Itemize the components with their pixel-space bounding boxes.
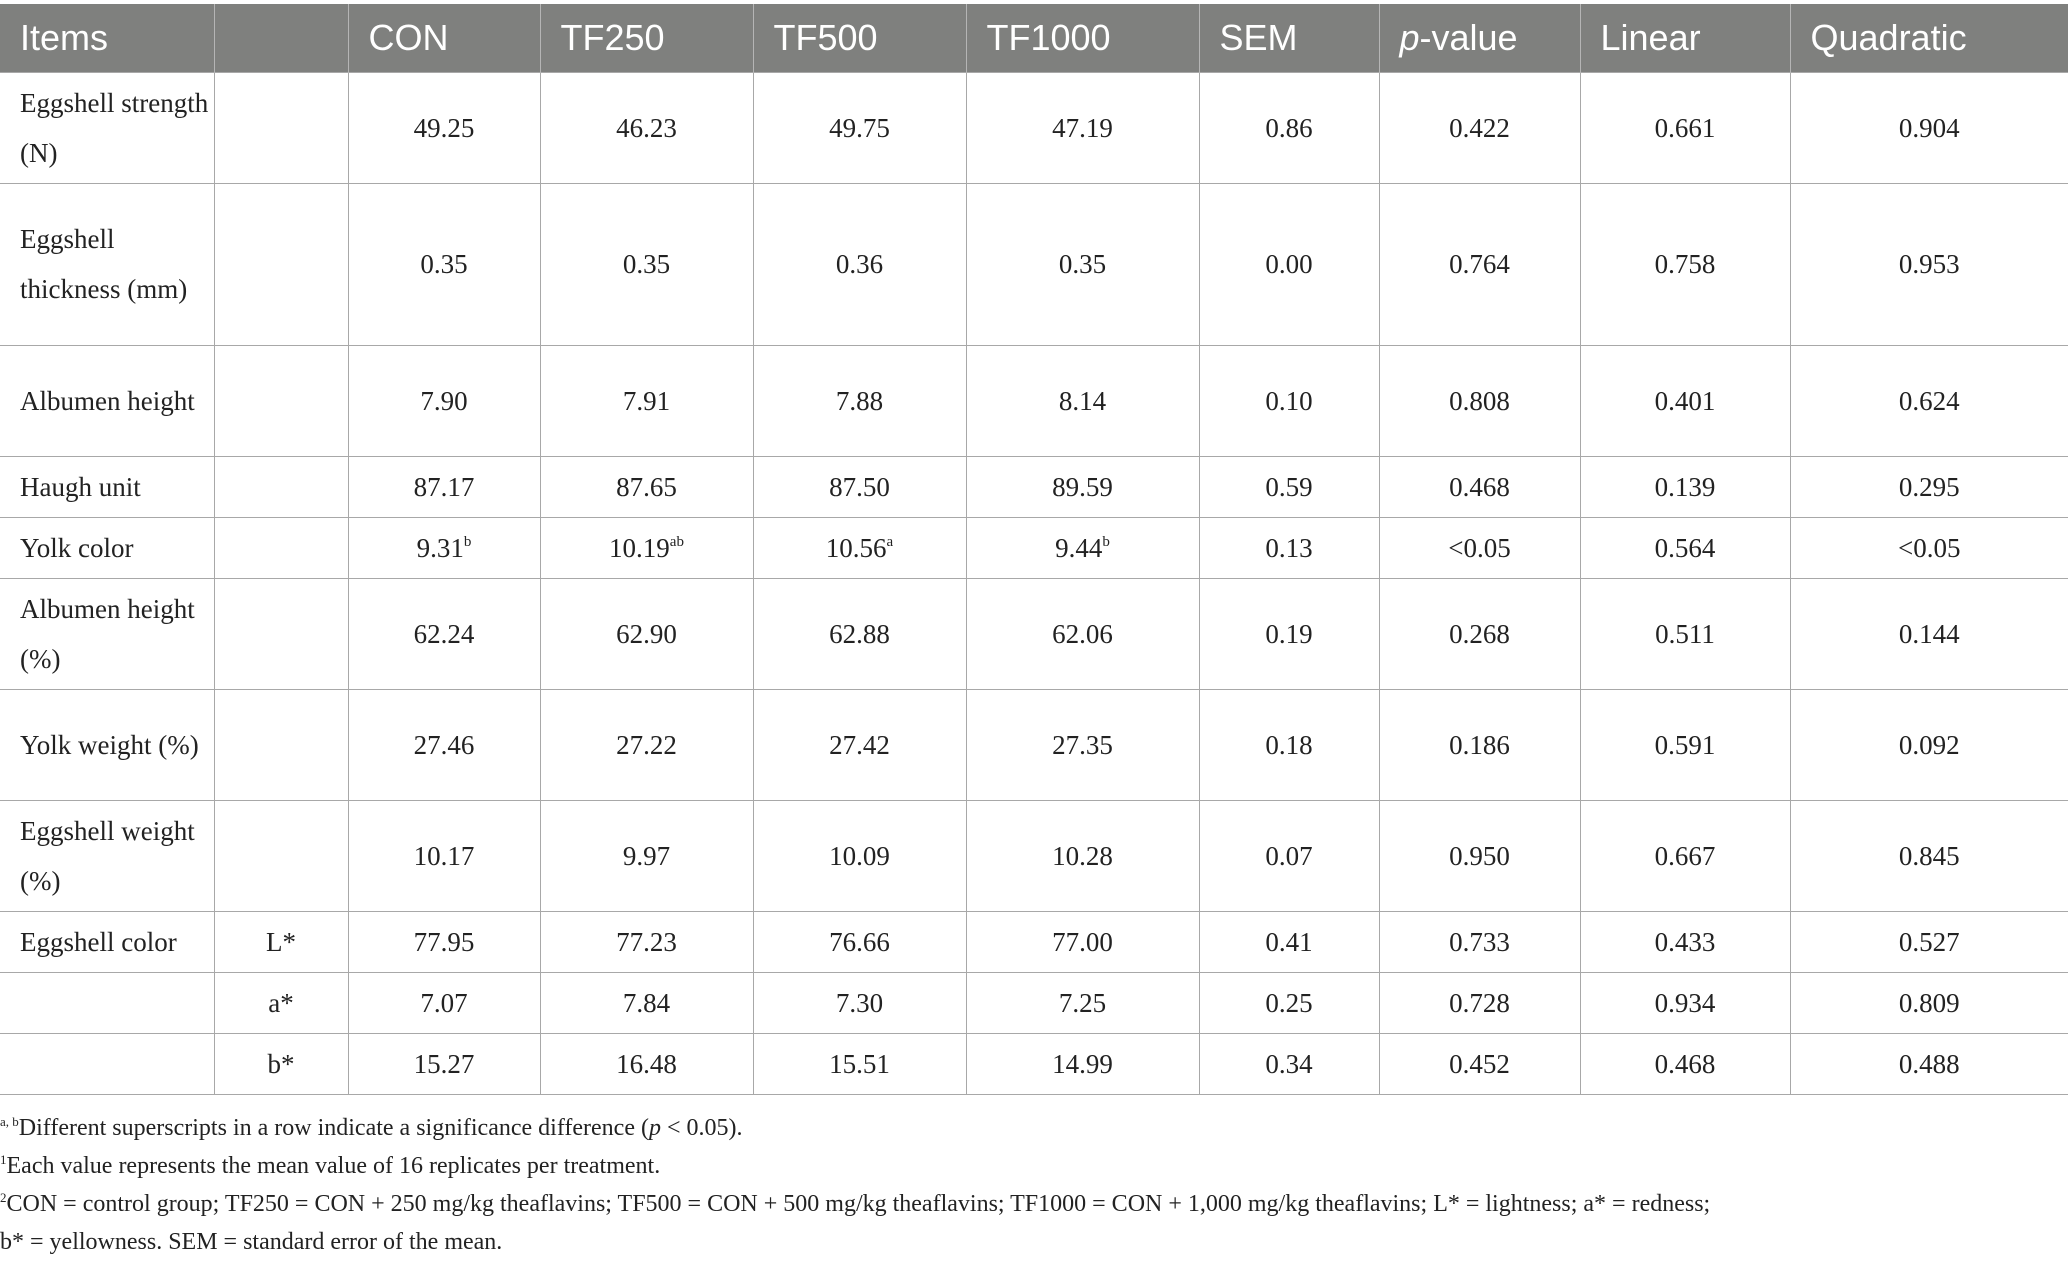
row-item-label (0, 1033, 214, 1094)
header-blank (214, 4, 348, 72)
cell-p-value: 0.808 (1379, 345, 1580, 456)
cell-con (348, 517, 540, 578)
cell-value: 87.50 (829, 471, 890, 502)
cell-value: 10.19 (609, 532, 670, 563)
cell-tf1000 (966, 800, 1199, 911)
cell-p-value: 0.733 (1379, 911, 1580, 972)
cell-value: 27.46 (413, 729, 475, 760)
row-item-label: Haugh unit (0, 456, 214, 517)
cell-tf250 (540, 578, 753, 689)
table-row (0, 578, 2068, 689)
cell-value: 9.97 (622, 840, 671, 871)
header-tf1000: TF1000 (966, 4, 1199, 72)
cell-con (348, 972, 540, 1033)
row-sub-label (214, 183, 348, 345)
cell-superscript: ab (669, 533, 684, 550)
row-item-label: Albumen height (0, 345, 214, 456)
cell-tf500 (753, 689, 966, 800)
footnote-sup: a, b (0, 1114, 19, 1129)
cell-quadratic: 0.624 (1790, 345, 2068, 456)
table-row (0, 972, 2068, 1033)
cell-tf500 (753, 1033, 966, 1094)
row-sub-label (214, 689, 348, 800)
cell-con (348, 578, 540, 689)
cell-tf250 (540, 911, 753, 972)
cell-value: 7.90 (420, 385, 468, 416)
cell-value: 62.88 (829, 618, 890, 649)
cell-tf500 (753, 183, 966, 345)
cell-tf500 (753, 800, 966, 911)
footnotes (0, 1109, 2068, 1261)
cell-con (348, 1033, 540, 1094)
footnote-text: Different superscripts in a row indicate a significance difference ( (18, 1115, 649, 1141)
table-body (0, 72, 2068, 1094)
cell-quadratic: 0.295 (1790, 456, 2068, 517)
cell-tf1000 (966, 72, 1199, 183)
cell-con (348, 800, 540, 911)
cell-value: 87.17 (413, 471, 475, 502)
row-sub-label (214, 578, 348, 689)
egg-quality-table (0, 4, 2068, 1095)
cell-tf1000 (966, 689, 1199, 800)
cell-value: 9.44 (1055, 532, 1103, 563)
cell-p-value: 0.452 (1379, 1033, 1580, 1094)
footnote-significance (0, 1109, 2068, 1147)
header-tf250: TF250 (540, 4, 753, 72)
cell-tf500 (753, 517, 966, 578)
table-row (0, 800, 2068, 911)
footnote-sup: 1 (0, 1152, 7, 1167)
table-row (0, 345, 2068, 456)
cell-sem: 0.00 (1199, 183, 1379, 345)
cell-value: 9.31 (416, 532, 464, 563)
cell-quadratic: 0.488 (1790, 1033, 2068, 1094)
cell-value: 76.66 (829, 926, 890, 957)
footnote-abbreviations-cont (0, 1223, 2068, 1261)
cell-quadratic: 0.809 (1790, 972, 2068, 1033)
cell-tf1000 (966, 972, 1199, 1033)
cell-linear: 0.661 (1580, 72, 1790, 183)
table-row (0, 689, 2068, 800)
cell-p-value: 0.764 (1379, 183, 1580, 345)
cell-tf1000 (966, 1033, 1199, 1094)
cell-quadratic: 0.144 (1790, 578, 2068, 689)
cell-value: 49.25 (413, 112, 475, 143)
cell-sem: 0.07 (1199, 800, 1379, 911)
table-row (0, 183, 2068, 345)
cell-value: 10.56 (825, 532, 887, 563)
cell-sem: 0.13 (1199, 517, 1379, 578)
cell-con (348, 72, 540, 183)
row-item-label: Eggshell color (0, 911, 214, 972)
cell-p-value: 0.950 (1379, 800, 1580, 911)
cell-linear: 0.667 (1580, 800, 1790, 911)
cell-sem: 0.18 (1199, 689, 1379, 800)
cell-sem: 0.10 (1199, 345, 1379, 456)
header-p-italic: p (1399, 16, 1420, 58)
row-item-label: Yolk color (0, 517, 214, 578)
cell-sem: 0.25 (1199, 972, 1379, 1033)
cell-value: 7.91 (622, 385, 671, 416)
cell-value: 10.17 (413, 840, 475, 871)
cell-value: 62.90 (616, 618, 677, 649)
cell-tf250 (540, 689, 753, 800)
cell-value: 7.25 (1058, 987, 1107, 1018)
cell-superscript: a (886, 533, 894, 550)
header-quadratic: Quadratic (1790, 4, 2068, 72)
cell-p-value: <0.05 (1379, 517, 1580, 578)
cell-tf1000 (966, 345, 1199, 456)
footnote-text: Each value represents the mean value of 16 replicates per treatment. (6, 1153, 661, 1179)
cell-tf500 (753, 578, 966, 689)
table-header-row (0, 4, 2068, 72)
cell-tf1000 (966, 517, 1199, 578)
header-sem: SEM (1199, 4, 1379, 72)
cell-tf250 (540, 972, 753, 1033)
row-sub-label (214, 456, 348, 517)
cell-value: 14.99 (1052, 1048, 1113, 1079)
cell-linear: 0.468 (1580, 1033, 1790, 1094)
cell-linear: 0.758 (1580, 183, 1790, 345)
cell-value: 7.84 (622, 987, 671, 1018)
cell-con (348, 456, 540, 517)
footnote-sup: 2 (0, 1190, 7, 1205)
table-row (0, 517, 2068, 578)
cell-tf1000 (966, 911, 1199, 972)
row-item-label: Eggshell weight (%) (0, 800, 214, 911)
cell-sem: 0.59 (1199, 456, 1379, 517)
cell-p-value: 0.468 (1379, 456, 1580, 517)
cell-quadratic: 0.904 (1790, 72, 2068, 183)
cell-linear: 0.139 (1580, 456, 1790, 517)
cell-tf250 (540, 345, 753, 456)
row-sub-label: a* (214, 972, 348, 1033)
header-items: Items (0, 4, 214, 72)
cell-linear: 0.433 (1580, 911, 1790, 972)
cell-superscript: b (1102, 533, 1110, 550)
row-item-label (0, 972, 214, 1033)
cell-value: 16.48 (616, 1048, 677, 1079)
cell-value: 77.95 (413, 926, 475, 957)
cell-quadratic: 0.845 (1790, 800, 2068, 911)
row-sub-label (214, 72, 348, 183)
cell-value: 89.59 (1052, 471, 1113, 502)
cell-quadratic: 0.953 (1790, 183, 2068, 345)
cell-value: 77.00 (1052, 926, 1113, 957)
cell-value: 10.09 (829, 840, 890, 871)
cell-tf500 (753, 911, 966, 972)
cell-value: 47.19 (1052, 112, 1113, 143)
table-row (0, 911, 2068, 972)
cell-tf500 (753, 72, 966, 183)
cell-tf1000 (966, 183, 1199, 345)
cell-tf250 (540, 517, 753, 578)
header-linear: Linear (1580, 4, 1790, 72)
footnote-text: b* = yellowness. SEM = standard error of the mean. (0, 1229, 503, 1255)
cell-superscript: b (463, 533, 472, 550)
cell-value: 7.30 (835, 987, 884, 1018)
header-tf500: TF500 (753, 4, 966, 72)
cell-value: 7.88 (835, 385, 884, 416)
row-sub-label (214, 345, 348, 456)
cell-tf250 (540, 1033, 753, 1094)
cell-tf250 (540, 456, 753, 517)
cell-tf250 (540, 72, 753, 183)
table-row (0, 72, 2068, 183)
cell-tf500 (753, 456, 966, 517)
cell-value: 27.22 (616, 729, 677, 760)
cell-tf1000 (966, 578, 1199, 689)
cell-value: 15.27 (413, 1048, 475, 1079)
row-item-label: Yolk weight (%) (0, 689, 214, 800)
cell-tf500 (753, 345, 966, 456)
footnote-text: < 0.05). (660, 1115, 743, 1141)
footnote-italic-p: p (648, 1115, 661, 1141)
cell-linear: 0.401 (1580, 345, 1790, 456)
cell-con (348, 345, 540, 456)
footnote-replicates (0, 1147, 2068, 1185)
cell-value: 77.23 (616, 926, 677, 957)
cell-value: 62.24 (413, 618, 475, 649)
cell-p-value: 0.728 (1379, 972, 1580, 1033)
cell-value: 27.35 (1052, 729, 1113, 760)
cell-value: 46.23 (616, 112, 677, 143)
cell-sem: 0.34 (1199, 1033, 1379, 1094)
cell-linear: 0.511 (1580, 578, 1790, 689)
row-sub-label: b* (214, 1033, 348, 1094)
cell-value: 0.35 (420, 249, 468, 279)
cell-value: 8.14 (1058, 385, 1107, 416)
cell-value: 0.35 (1058, 249, 1107, 279)
cell-con (348, 911, 540, 972)
row-sub-label (214, 517, 348, 578)
table-row (0, 456, 2068, 517)
cell-value: 0.35 (622, 249, 671, 279)
cell-value: 0.36 (835, 249, 884, 279)
cell-p-value: 0.422 (1379, 72, 1580, 183)
cell-value: 7.07 (420, 987, 468, 1018)
cell-linear: 0.564 (1580, 517, 1790, 578)
cell-value: 49.75 (829, 112, 890, 143)
cell-tf1000 (966, 456, 1199, 517)
cell-quadratic: 0.092 (1790, 689, 2068, 800)
cell-con (348, 183, 540, 345)
data-table-container (0, 4, 2068, 1095)
cell-linear: 0.591 (1580, 689, 1790, 800)
cell-linear: 0.934 (1580, 972, 1790, 1033)
row-item-label: Albumen height (%) (0, 578, 214, 689)
header-con: CON (348, 4, 540, 72)
table-row (0, 1033, 2068, 1094)
cell-p-value: 0.186 (1379, 689, 1580, 800)
cell-con (348, 689, 540, 800)
cell-sem: 0.41 (1199, 911, 1379, 972)
cell-value: 15.51 (829, 1048, 890, 1079)
row-item-label: Eggshell strength (N) (0, 72, 214, 183)
cell-value: 87.65 (616, 471, 677, 502)
cell-p-value: 0.268 (1379, 578, 1580, 689)
row-sub-label: L* (214, 911, 348, 972)
header-p-value (1379, 4, 1580, 72)
header-p-suffix: -value (1419, 16, 1518, 58)
row-item-label: Eggshell thickness (mm) (0, 183, 214, 345)
footnote-text: CON = control group; TF250 = CON + 250 mg/kg theaflavins; TF500 = CON + 500 mg/kg theaflavins; TF1000 = CON + 1,000 mg/kg theaflavins; L* = lightness; a* = redness; (6, 1191, 1711, 1217)
cell-quadratic: <0.05 (1790, 517, 2068, 578)
cell-sem: 0.86 (1199, 72, 1379, 183)
footnote-abbreviations (0, 1185, 2068, 1223)
cell-value: 27.42 (829, 729, 890, 760)
cell-value: 62.06 (1052, 618, 1113, 649)
cell-quadratic: 0.527 (1790, 911, 2068, 972)
cell-tf250 (540, 800, 753, 911)
cell-sem: 0.19 (1199, 578, 1379, 689)
cell-tf500 (753, 972, 966, 1033)
cell-value: 10.28 (1052, 840, 1113, 871)
cell-tf250 (540, 183, 753, 345)
row-sub-label (214, 800, 348, 911)
